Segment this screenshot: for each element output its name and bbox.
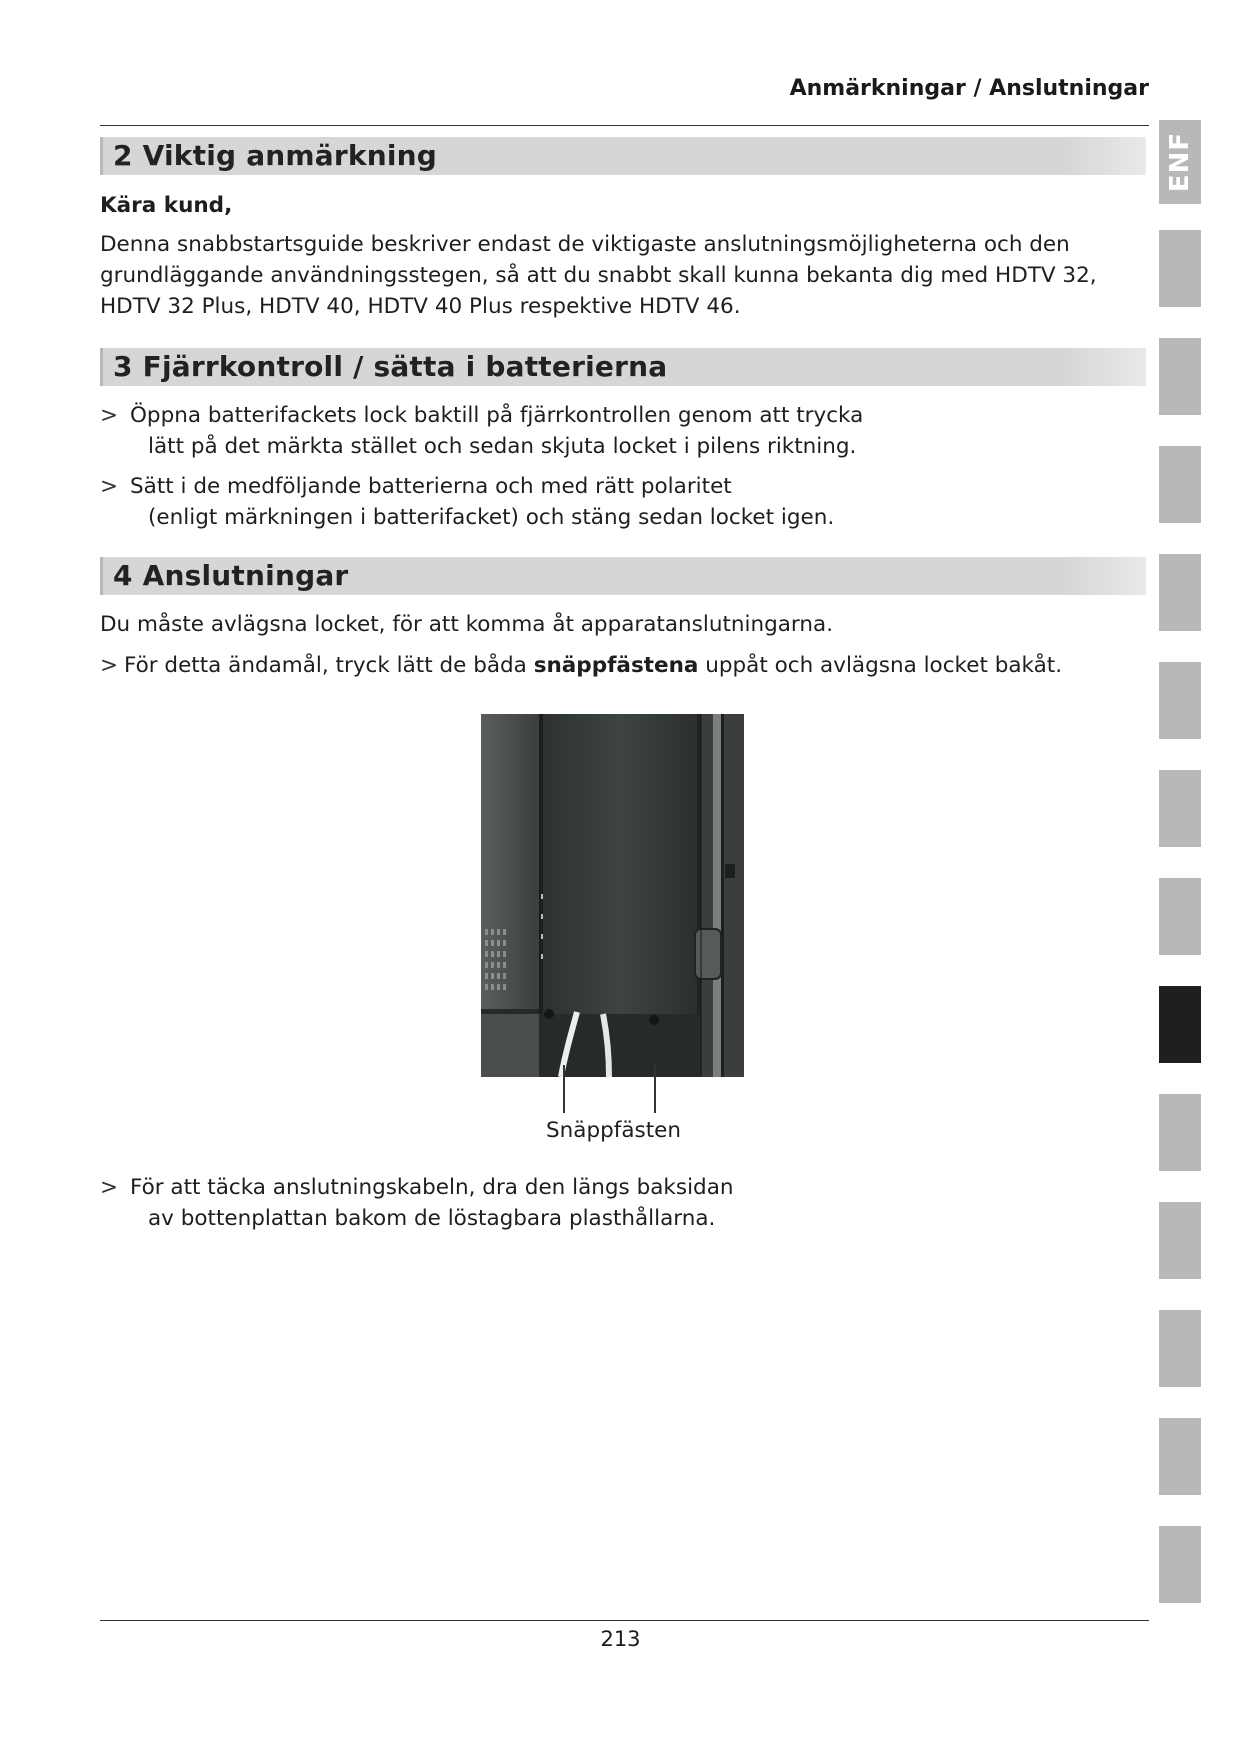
bullet-chevron-icon: > [100,474,119,499]
list-item-text [124,650,1062,681]
top-rule [100,125,1149,126]
list-item-line-1: Öppna batterifackets lock baktill på fjärrkontrollen genom att trycka [130,403,864,428]
chapter-tab-11[interactable] [1159,1310,1201,1387]
section-2-title: 2 Viktig anmärkning [113,139,438,172]
chapter-tab-9[interactable] [1159,1094,1201,1171]
list-item-line-2: av bottenplattan bakom de löstagbara plasthållarna. [148,1206,716,1231]
section-3-title: 3 Fjärrkontroll / sätta i batterierna [113,350,668,383]
snap-fasteners-term: snäppfästena [533,653,699,678]
page-number: 213 [600,1627,641,1651]
language-tab-label: ENF [1165,131,1195,193]
chapter-tab-5[interactable] [1159,662,1201,739]
section-2-body [100,229,1130,322]
running-head: Anmärkningar / Anslutningar [789,76,1149,101]
section-2-heading-bar [100,137,1146,175]
section-2-body-line-1: Denna snabbstartsguide beskriver endast de viktigaste anslutningsmöjligheterna och den [100,232,1070,257]
chapter-tab-3[interactable] [1159,446,1201,523]
list-item-line-1: Sätt i de medföljande batterierna och med rätt polaritet [130,474,732,499]
chapter-tab-8-active[interactable] [1159,986,1201,1063]
list-item [100,471,1000,535]
bullet-chevron-icon: > [100,403,119,428]
section-4-heading-bar [100,557,1146,595]
chapter-tab-4[interactable] [1159,554,1201,631]
bullet-chevron-icon: > [100,1175,119,1200]
section-2-body-line-3: HDTV 32 Plus, HDTV 40, HDTV 40 Plus respektive HDTV 46. [100,294,741,319]
section-3-heading-bar [100,348,1146,386]
photo-caption: Snäppfästen [546,1118,681,1143]
chapter-tab-1[interactable] [1159,230,1201,307]
chapter-tab-10[interactable] [1159,1202,1201,1279]
chapter-tab-7[interactable] [1159,878,1201,955]
chapter-tab-12[interactable] [1159,1418,1201,1495]
list-item [100,400,1000,464]
chapter-tab-2[interactable] [1159,338,1201,415]
list-item-line-1: För att täcka anslutningskabeln, dra den längs baksidan [130,1175,734,1200]
language-tab[interactable] [1159,120,1201,204]
bullet-chevron-icon: > [100,653,119,678]
bottom-rule [100,1620,1149,1621]
pointer-line-right [654,1065,656,1113]
chapter-tab-13[interactable] [1159,1526,1201,1603]
salutation: Kära kund, [100,193,233,218]
list-item-line-2: lätt på det märkta stället och sedan skjuta locket i pilens riktning. [148,434,857,459]
list-item [100,650,1100,682]
chapter-tab-6[interactable] [1159,770,1201,847]
section-4-intro: Du måste avlägsna locket, för att komma åt apparatanslutningarna. [100,612,834,637]
section-4-title: 4 Anslutningar [113,559,349,592]
pointer-line-left [563,1065,565,1113]
tv-rear-photo [481,714,744,1077]
list-item [100,1172,1000,1236]
list-item-text-pre: För detta ändamål, tryck lätt de båda [124,653,534,678]
section-2-body-line-2: grundläggande användningsstegen, så att du snabbt skall kunna bekanta dig med HDTV 32, [100,263,1097,288]
list-item-line-2: (enligt märkningen i batterifacket) och stäng sedan locket igen. [148,505,835,530]
list-item-text-post: uppåt och avlägsna locket bakåt. [698,653,1063,678]
